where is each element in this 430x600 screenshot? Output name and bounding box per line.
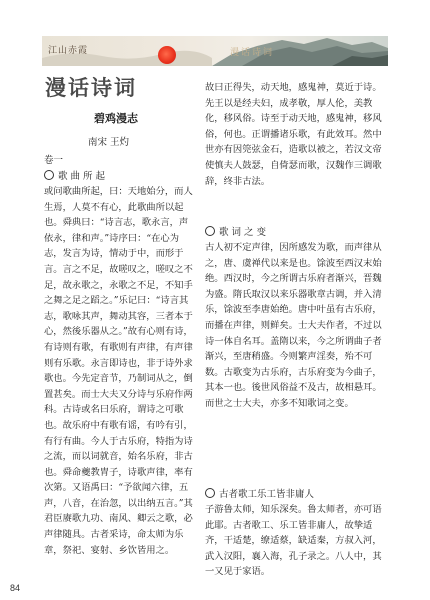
left-column-text: 或问歌曲所起，曰：天地始分，而人生焉，人莫不有心，此歌曲所以起也。舜典曰：“诗言志，歌永言，声依永，律和声。”诗序曰：“在心为志，发言为诗，情动于中，而形于言。言之不足，故嗟叹之，嗟叹之不足，故永歌之，永歌之不足，不知手之舞之足之蹈之。”乐记曰：“诗言其志，歌咏其声，舞动其容，三者本于心，然後乐器从之。”故有心则有诗，有诗则有歌，有歌则有声律，有声律则有乐歌。永言即诗也，非于诗外求歌也。今先定音节，乃制词从之，倒置甚矣。而士大夫又分诗与乐府作两科。古诗或名曰乐府，谓诗之可歌也。故乐府中有歌有谣，有吟有引，有行有曲。今人于古乐府，特指为诗之流，而以词就音，始名乐府，非古也。舜命夔教胄子，诗歌声律，率有次第。又语禹曰：“予欲闻六律，五声，八音，在治忽，以出纳五言。”其君臣赓歌九功、南风、卿云之歌，必声律随具。古者采诗，命太师为乐章，祭祀、宴射、乡饮皆用之。 (44, 186, 193, 556)
section-heading-3 (205, 486, 314, 500)
author-line: 南宋 王灼 (88, 137, 130, 148)
right-column-text-1: 故曰正得失，动天地，感鬼神，莫近于诗。先王以是经夫妇，成孝敬，厚人伦，美教化，移风俗。诗至于动天地，感鬼神，移风俗，何也。正谓播诸乐歌，有此效耳。然中世亦有因筦弦金石，造歌以被之，若汉文帝使慎夫人鼓瑟，自倚瑟而歌，汉魏作三调歌辞，终非古法。 (205, 82, 382, 187)
right-column-text-3: 子游鲁太师，知乐深矣。鲁太师者，亦可语此耶。古者歌工、乐工皆非庸人，故挚适齐，干适楚，缭适蔡，缺适秦，方叔入河，武入汉阳，襄入海，孔子录之。八人中，其一又见于家语。 (205, 504, 382, 578)
banner-left-text: 江山赤霞 (48, 46, 89, 56)
page-number: 84 (10, 583, 21, 593)
right-column-text-2: 古人初不定声律，因所感发为歌，而声律从之，唐、虞禅代以来是也。馀波至西汉末始绝。西汉时，今之所谓古乐府者渐兴，晋魏为盛。隋氏取汉以来乐器歌章古调，并入清乐，馀波至李唐始绝。唐中叶虽有古乐府，而播在声律，则鲜矣。士大夫作者，不过以诗一体自名耳。盖隋以来，今之所谓曲子者渐兴，至唐稍盛。今则繁声淫奏，殆不可数。古歌变为古乐府，古乐府变为今曲子，其本一也。後世风俗益不及古，故相悬耳。而世之士大夫，亦多不知歌词之变。 (205, 242, 382, 409)
landscape-illustration (42, 36, 388, 66)
banner-right-text: 漫话诗词 (230, 48, 275, 58)
section-heading-1 (44, 168, 105, 182)
page-title: 漫话诗词 (45, 75, 137, 100)
circle-bullet-icon (44, 170, 54, 180)
circle-bullet-icon (205, 226, 215, 236)
circle-bullet-icon (205, 488, 215, 498)
section-heading-text: 歌 词 之 变 (219, 227, 267, 238)
article-title: 碧鸡漫志 (94, 112, 138, 125)
section-heading-text: 歌 曲 所 起 (58, 171, 106, 182)
section-heading-text: 古者歌工乐工皆非庸人 (219, 489, 315, 500)
volume-label: 卷一 (44, 155, 64, 166)
section-heading-2 (205, 224, 266, 238)
red-sun-icon (158, 46, 176, 64)
header-banner (42, 36, 388, 66)
